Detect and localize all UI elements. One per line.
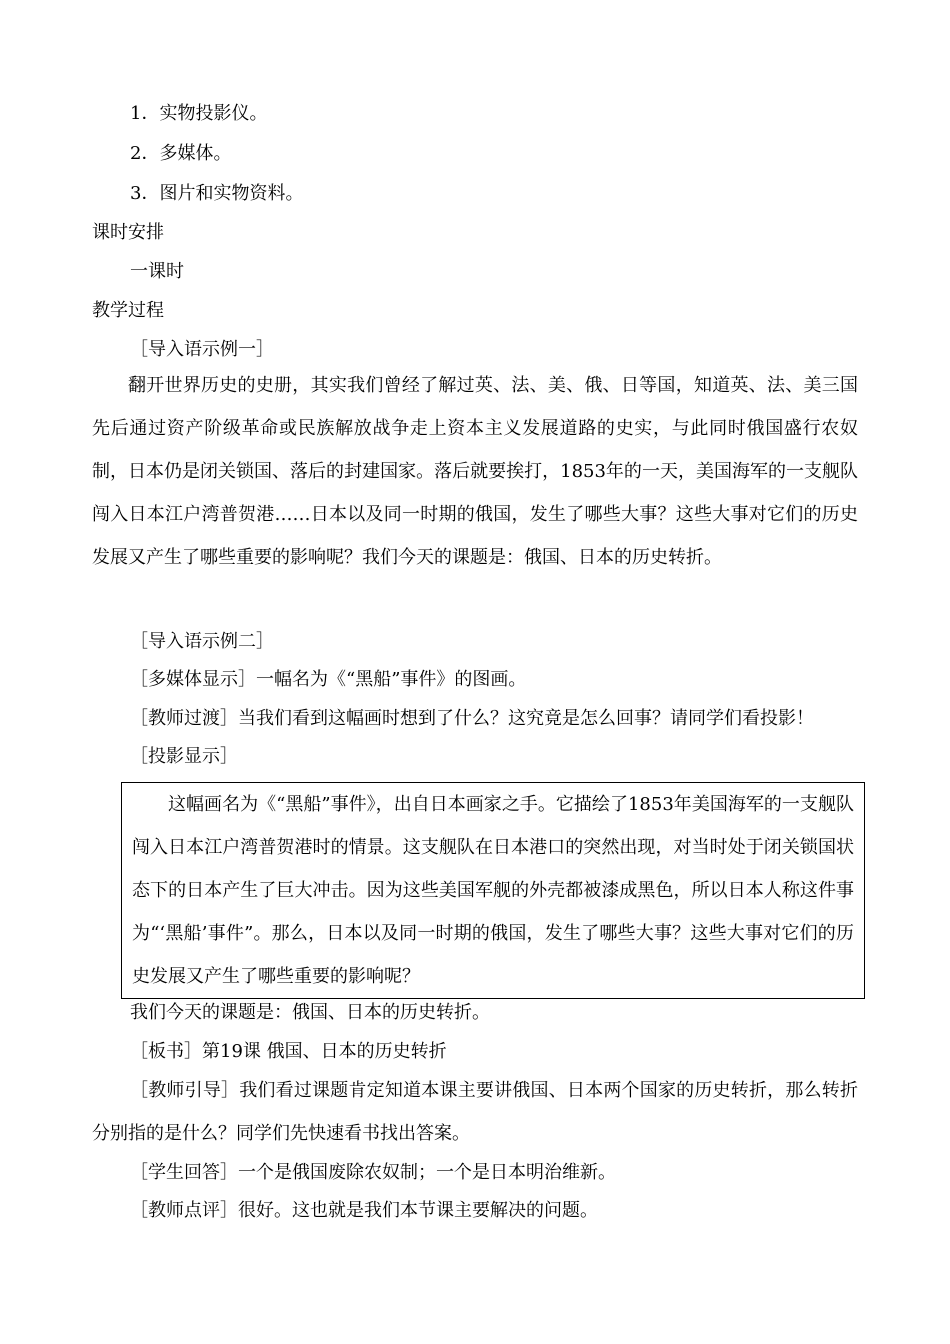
projection-label: ［投影显示］: [130, 746, 238, 767]
schedule-value: 一课时: [130, 261, 184, 282]
guide-paragraph: ［教师引导］我们看过课题肯定知道本课主要讲俄国、日本两个国家的历史转折，那么转折分别指的是什么？同学们先快速看书找出答案。: [92, 1080, 858, 1144]
material-item-2: 2．多媒体。: [130, 143, 232, 164]
material-item-3: 3．图片和实物资料。: [130, 183, 304, 204]
blackboard-line: ［板书］第19课 俄国、日本的历史转折: [130, 1041, 447, 1062]
intro1-paragraph: 翻开世界历史的史册，其实我们曾经了解过英、法、美、俄、日等国，知道英、法、美三国先后通过资产阶级革命或民族解放战争走上资本主义发展道路的史实，与此同时俄国盛行农奴制，日本仍是闭关锁国、落后的封建国家。落后就要挨打，1853年的一天，美国海军的一支舰队闯入日本江户湾普贺港……日本以及同一时期的俄国，发生了哪些大事？这些大事对它们的历史发展又产生了哪些重要的影响呢？我们今天的课题是：俄国、日本的历史转折。: [92, 375, 858, 568]
transition-line: ［教师过渡］当我们看到这幅画时想到了什么？这究竟是怎么回事？请同学们看投影！: [130, 708, 814, 729]
answer-line: ［学生回答］一个是俄国废除农奴制；一个是日本明治维新。: [130, 1162, 616, 1183]
schedule-heading: 课时安排: [92, 222, 164, 243]
intro2-label: ［导入语示例二］: [130, 631, 274, 652]
multimedia-line: ［多媒体显示］一幅名为《“黑船”事件》的图画。: [130, 669, 527, 690]
material-item-1: 1．实物投影仪。: [130, 103, 268, 124]
projection-box: 这幅画名为《“黑船”事件》，出自日本画家之手。它描绘了1853年美国海军的一支舰队闯入日本江户湾普贺港时的情景。这支舰队在日本港口的突然出现，对当时处于闭关锁国状态下的日本产生了巨大冲击。因为这些美国军舰的外壳都被漆成黑色，所以日本人称这件事为“‘黑船’事件”。那么，日本以及同一时期的俄国，发生了哪些大事？这些大事对它们的历史发展又产生了哪些重要的影响呢？: [121, 782, 865, 999]
comment-line: ［教师点评］很好。这也就是我们本节课主要解决的问题。: [130, 1200, 598, 1221]
process-heading: 教学过程: [92, 300, 164, 321]
intro1-label: ［导入语示例一］: [130, 339, 274, 360]
topic-line: 我们今天的课题是：俄国、日本的历史转折。: [130, 1002, 490, 1023]
